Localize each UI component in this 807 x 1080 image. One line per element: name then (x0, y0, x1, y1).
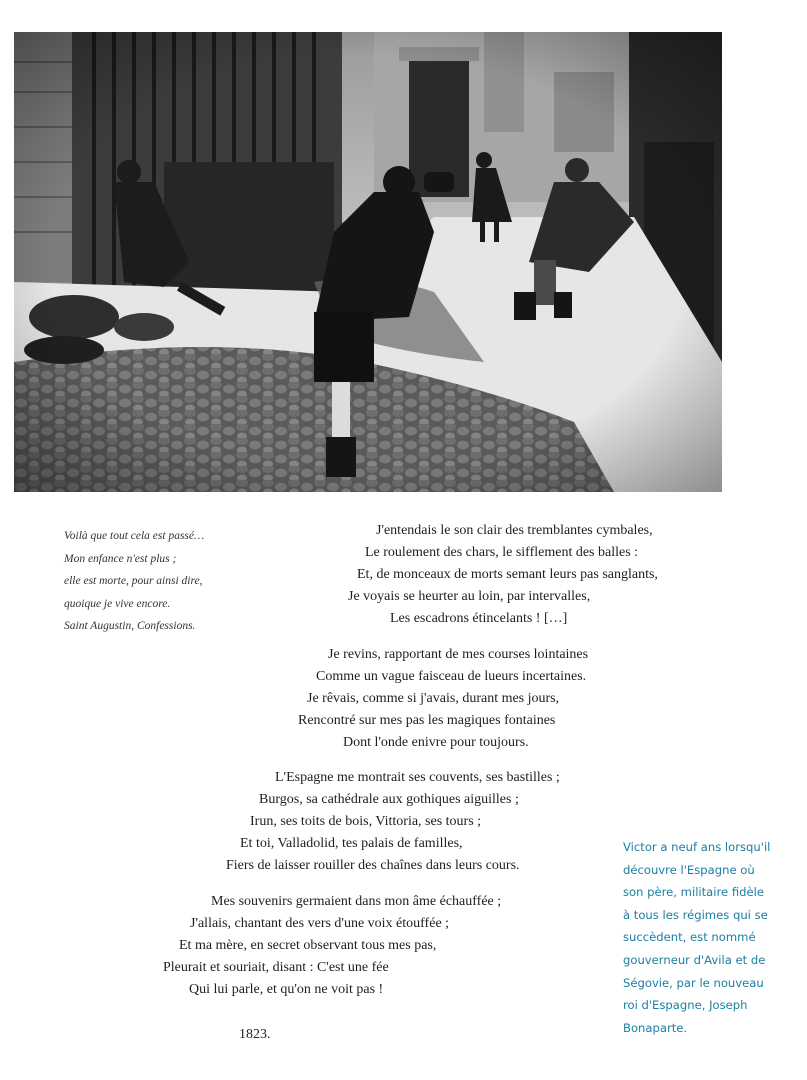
poem-line: Pleurait et souriait, disant : C'est une fée (163, 960, 389, 975)
epigraph-line: Mon enfance n'est plus ; (64, 552, 177, 565)
poem-line: Mes souvenirs germaient dans mon âme échauffée ; (211, 894, 502, 909)
poem-date: 1823. (239, 1027, 271, 1042)
poem-line: Je revins, rapportant de mes courses lointaines (328, 647, 589, 662)
poem-line: J'entendais le son clair des tremblantes cymbales, (376, 523, 653, 538)
epigraph-line: quoique je vive encore. (64, 597, 171, 610)
poem-line: Dont l'onde enivre pour toujours. (343, 735, 529, 750)
poem-line: Et ma mère, en secret observant tous mes pas, (179, 938, 437, 953)
poem-line: Burgos, sa cathédrale aux gothiques aiguilles ; (259, 792, 519, 807)
sidenote-line: roi d'Espagne, Joseph (623, 998, 748, 1013)
poem-line: Comme un vague faisceau de lueurs incertaines. (316, 669, 587, 684)
sidenote-line: à tous les régimes qui se (623, 907, 768, 922)
epigraph-source: Saint Augustin, Confessions. (64, 620, 196, 633)
snowball-photo (14, 32, 722, 492)
epigraph (64, 525, 294, 638)
poem-line: Je voyais se heurter au loin, par intervalles, (348, 589, 591, 604)
poem-line: Irun, ses toits de bois, Vittoria, ses tours ; (250, 814, 482, 829)
sidenote (623, 836, 795, 1039)
sidenote-line: gouverneur d'Avila et de (623, 952, 766, 967)
sidenote-line: Bonaparte. (623, 1020, 688, 1035)
sidenote-line: son père, militaire fidèle (623, 885, 764, 900)
poem-line: L'Espagne me montrait ses couvents, ses bastilles ; (275, 770, 560, 785)
poem-line: Les escadrons étincelants ! […] (390, 611, 568, 626)
poem-line: Et, de monceaux de morts semant leurs pas sanglants, (357, 567, 658, 582)
sidenote-line: Victor a neuf ans lorsqu'il (623, 840, 771, 854)
poem-line: J'allais, chantant des vers d'une voix étouffée ; (190, 916, 450, 931)
poem-line: Rencontré sur mes pas les magiques fontaines (298, 713, 556, 728)
poem-line: Fiers de laisser rouiller des chaînes dans leurs cours. (226, 858, 520, 873)
poem-line: Je rêvais, comme si j'avais, durant mes jours, (307, 691, 560, 706)
sidenote-line: découvre l'Espagne où (623, 862, 755, 877)
epigraph-line: elle est morte, pour ainsi dire, (64, 575, 203, 588)
children-snowball-photo-icon (14, 32, 722, 492)
sidenote-line: Ségovie, par le nouveau (623, 975, 764, 990)
poem-line: Qui lui parle, et qu'on ne voit pas ! (189, 982, 384, 997)
poem-line: Le roulement des chars, le sifflement des balles : (365, 545, 639, 560)
epigraph-line: Voilà que tout cela est passé… (64, 530, 205, 542)
poem-line: Et toi, Valladolid, tes palais de familles, (240, 836, 463, 851)
sidenote-line: succèdent, est nommé (623, 930, 756, 945)
